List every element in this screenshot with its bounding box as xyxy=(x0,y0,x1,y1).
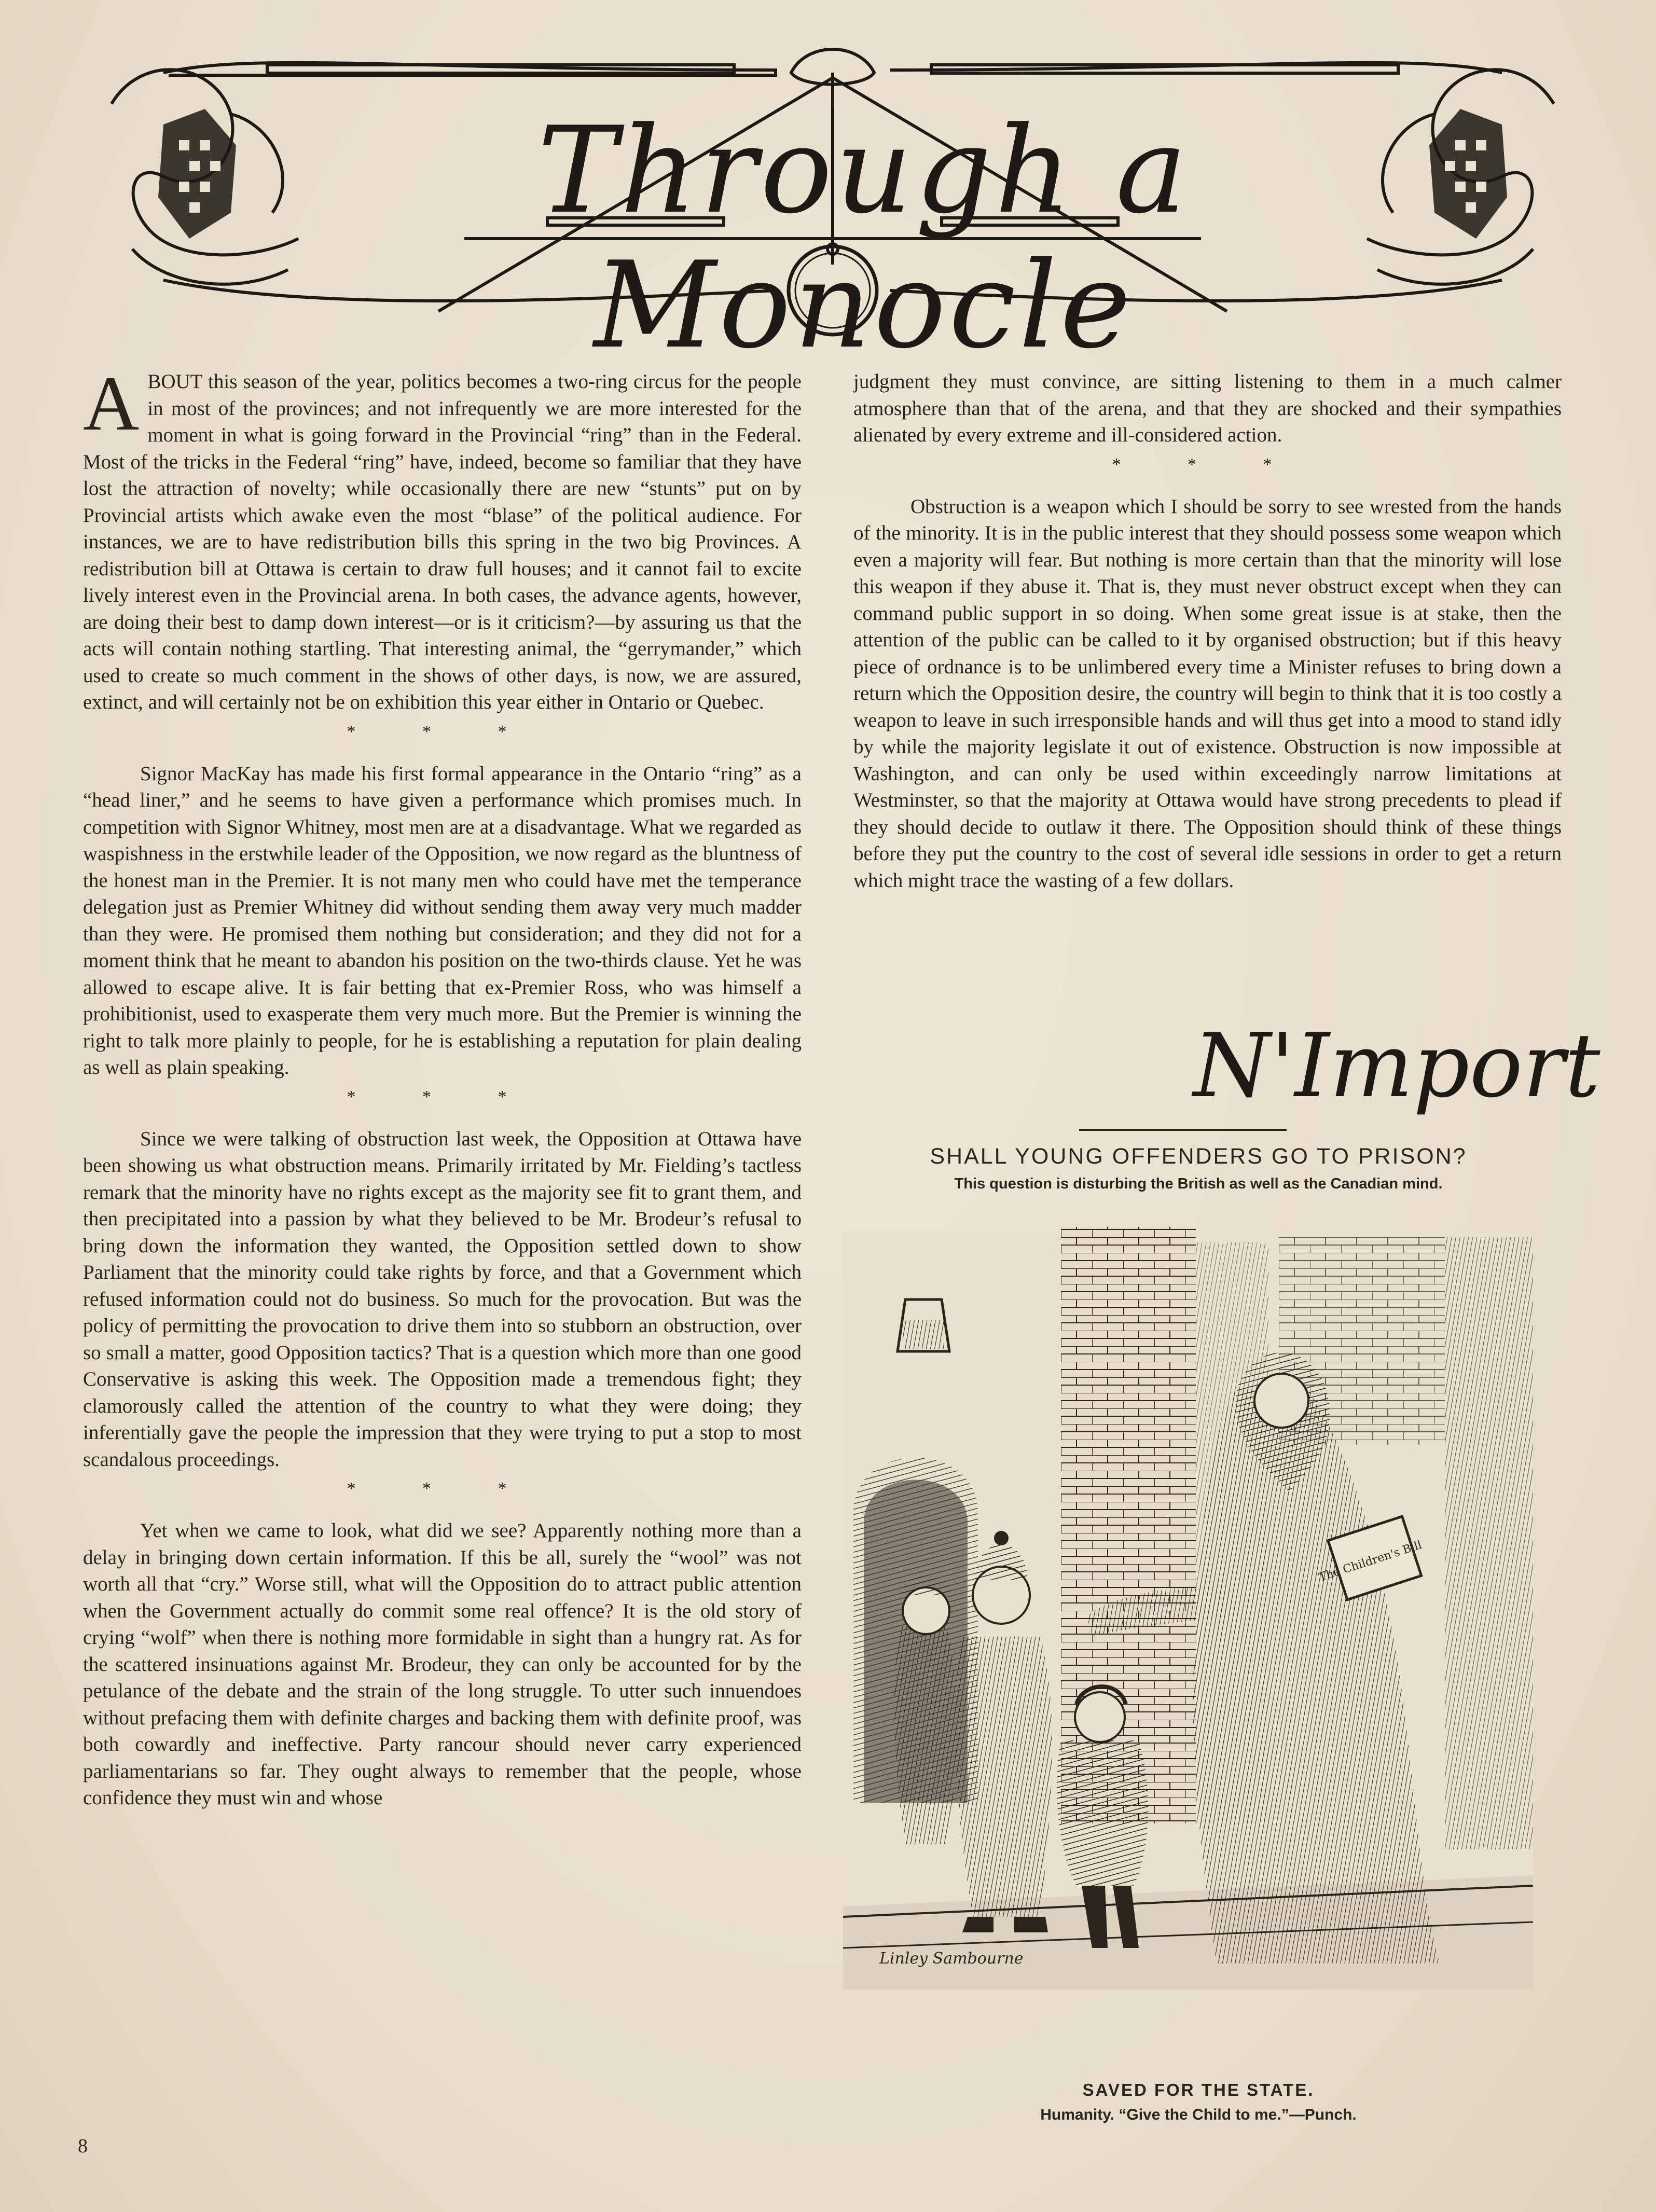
section-separator: * * * xyxy=(347,1087,538,1107)
section-separator: * * * xyxy=(1112,454,1303,474)
paragraph-2: Signor MacKay has made his first formal appearance in the Ontario “ring” as a “head liner,” and he seems to have given a performance which promises much. In competition with Signor Whitney, most men are at a disadvantage. What we regarded as waspishness in the erstwhile leader of the Opposition, we now regard as the bluntness of the honest man in the Premier. It is not many men who could have met the temperance delegation just as Premier Whitney did without sending them away very much madder than they were. He promised them nothing but consideration; and they did not for a moment think that he meant to abandon his position on the two-thirds clause. Yet he was allowed to escape alive. It is fair betting that ex-Premier Ross, who was himself a prohibitionist, used to exasperate them very much more. But the Premier is winning the right to talk more plainly to people, for he is establishing a reputation for plain dealing as well as plain speaking. xyxy=(83,762,802,1079)
paragraph-3: Since we were talking of obstruction last week, the Opposition at Ottawa have been showing us what obstruction means. Primarily irritated by Mr. Fielding’s tactless remark that the minority have no rights except as the majority see fit to grant them, and then precipitated into a passion by what they believed to be Mr. Brodeur’s refusal to bring down the information they wanted, the Opposition settled down to show Parliament that the minority could take rights by force, and that a Government which refused information could not do business. So much for the provocation. But was the policy of permitting the provocation to drive them into so stubborn an obstruction, over so small a matter, good Opposition tactics? That is a question which more than one good Conservative is asking this week. The Opposition made a tremendous fight; they clamorously called the attention of the country to what they were doing; they inferentially gave the people the impression that they were trying to put a stop to most scandalous proceedings. xyxy=(83,1127,802,1471)
cartoon-subhead: This question is disturbing the British as well as the Canadian mind. xyxy=(954,1176,1443,1192)
author-signature: N'Import xyxy=(1193,1015,1600,1117)
page-number: 8 xyxy=(78,2135,88,2157)
cartoon-caption-title: SAVED FOR THE STATE. xyxy=(1082,2080,1315,2099)
masthead-ornament xyxy=(101,42,1564,375)
book-label: The Children's Bill xyxy=(1317,1538,1424,1584)
drop-cap: A xyxy=(83,361,140,447)
left-column xyxy=(83,361,802,1812)
cartoon-headline: SHALL YOUNG OFFENDERS GO TO PRISON? xyxy=(930,1144,1467,1169)
paragraph-6: Obstruction is a weapon which I should be sorry to see wrested from the hands of the minority. It is in the public interest that they should possess some weapon which even a majority will fear. But nothing is more certain than that the minority will lose this weapon if they abuse it. That is, they must never obstruct except when they can command public support in so doing. When some great issue is at stake, then the attention of the public can be called to it by organised obstruction; but if this heavy piece of ordnance is to be unlimbered every time a Minister refuses to bring down a return which the Opposition desire, the country will begin to think that it is too costly a weapon to leave in such irresponsible hands and will thus get into a mood to stand idly by while the majority legislate it out of existence. Obstruction is now impossible at Washington, and can only be used within exceedingly narrow limitations at Westminster, so that the majority at Ottawa would have strong precedents to plead if they should decide to outlaw it there. The Opposition should think of these things before they put the country to the cost of several idle sessions in order to get a return which might trace the wasting of a few dollars. xyxy=(853,495,1562,892)
section-separator: * * * xyxy=(347,1479,538,1498)
artist-signature: Linley Sambourne xyxy=(879,1950,1024,1968)
section-separator: * * * xyxy=(347,722,538,741)
paragraph-4: Yet when we came to look, what did we see? Apparently nothing more than a delay in bringing down certain information. If this be all, surely the “wool” was not worth all that “cry.” Worse still, what will the Opposition do to attract public attention when the Government actually do commit some real offence? It is the old story of crying “wolf” when there is nothing more formidable in sight than a hungry rat. As for the scattered insinuations against Mr. Brodeur, they can only be accounted for by the petulance of the debate and the strain of the long struggle. To utter such innuendoes without prefacing them with definite charges and backing them with definite proof, was both cowardly and ineffective. Party rancour should never carry experienced parliamentarians so far. They ought always to remember that the people, whose confidence they must win and whose xyxy=(83,1519,802,1809)
paragraph-1: ABOUT this season of the year, politics becomes a two-ring circus for the people in most of the provinces; and not infrequently we are more interested for the moment in what is going forward in the Provincial “ring” than in the Federal. Most of the tricks in the Federal “ring” have, indeed, become so familiar that they have lost the attraction of novelty; while occasionally there are new “stunts” put on by Provincial artists which awake even the most “blase” of the political audience. For instances, we are to have redistribution bills this spring in the two big Provinces. A redistribution bill at Ottawa is certain to draw full houses; and it cannot fail to excite lively interest even in the Provincial arena. In both cases, the advance agents, however, are doing their best to damp down interest—or is it criticism?—by assuring us that the acts will contain nothing startling. That interesting animal, the “gerrymander,” which used to create so much comment in the shows of other days, is now, we are assured, extinct, and will certainly not be on exhibition this year either in Ontario or Quebec. xyxy=(83,361,802,713)
cartoon-caption-quote: Humanity. “Give the Child to me.”—Punch. xyxy=(1040,2106,1357,2123)
right-column xyxy=(853,368,1562,894)
paragraph-5: judgment they must convince, are sitting listening to them in a much calmer atmosphere than that of the arena, and that they are shocked and their sympathies alienated by every extreme and ill-considered action. xyxy=(853,370,1562,446)
cartoon-illustration xyxy=(843,1222,1533,2080)
caption-rule xyxy=(1079,1129,1287,1131)
masthead-title: Through a Monocle xyxy=(537,102,1190,375)
